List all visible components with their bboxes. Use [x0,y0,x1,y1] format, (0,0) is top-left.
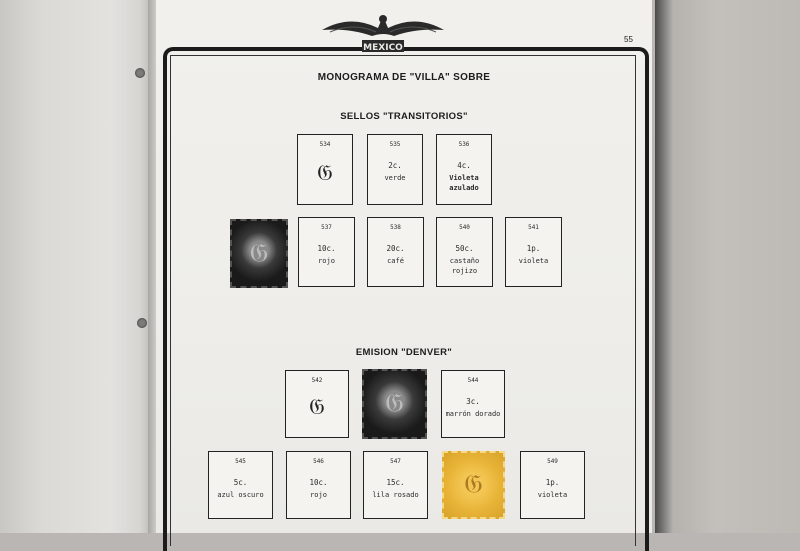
stamp-space-537 [298,217,355,287]
stamp-value: 10c. [317,244,336,253]
page-title: MONOGRAMA DE "VILLA" SOBRE [317,72,491,83]
album-page [156,0,652,533]
stamp-color: rojo [310,491,327,499]
catalog-number: 537 [321,224,332,231]
stamp-space-534 [297,134,353,205]
page-number: 55 [624,35,633,44]
left-album-page [0,0,152,533]
stamp-color: Violeta azulado [449,174,479,192]
mounted-stamp-yellow [442,451,505,519]
stamp-value: 5c. [233,478,248,487]
stamp-color: rojo [318,257,335,265]
stamp-space-535 [367,134,423,205]
section-title-transitorios: SELLOS "TRANSITORIOS" [340,111,468,122]
monogram-icon: 𝔊 [309,395,325,420]
catalog-number: 542 [311,377,323,384]
stamp-color: verde [384,174,406,182]
catalog-number: 549 [547,458,558,465]
stamp-value: 2c. [388,161,402,170]
stamp-space-544 [441,370,505,438]
stamp-color: lila rosado [372,491,419,499]
stamp-color: violeta [518,257,549,265]
stamp-color: marrón dorado [445,410,501,418]
binder-ring-top [135,68,145,78]
stamp-space-546 [286,451,351,519]
stamp-color: café [387,257,404,265]
stamp-color: azul oscuro [217,491,264,499]
monogram-icon: 𝔊 [317,161,333,186]
catalog-number: 535 [389,141,401,148]
stamp-value: 15c. [386,478,405,487]
stamp-space-536 [436,134,492,205]
catalog-number: 544 [467,377,479,384]
stamp-value: 3c. [466,397,480,406]
stamp-space-541 [505,217,562,287]
stamp-space-547 [363,451,428,519]
stamp-color: violeta [537,491,568,499]
stamp-space-542 [285,370,349,438]
stamp-space-545 [208,451,273,519]
binder-ring-bottom [137,318,147,328]
stamp-value: 50c. [455,244,474,253]
catalog-number: 547 [390,458,401,465]
catalog-number: 546 [313,458,324,465]
background-right [655,0,800,533]
stamp-monogram-icon: 𝔊 [385,388,404,419]
country-label: MEXICO [363,43,403,53]
mounted-stamp-dark [230,219,288,288]
stamp-space-540 [436,217,493,287]
catalog-number: 536 [458,141,470,148]
stamp-space-549 [520,451,585,519]
stamp-color: castaño rojizo [449,257,480,275]
stamp-value: 1p. [545,478,560,487]
catalog-number: 541 [528,224,539,231]
stamp-value: 20c. [386,244,405,253]
stamp-space-538 [367,217,424,287]
mounted-stamp-dark [362,369,427,439]
section-title-denver: EMISION "DENVER" [355,347,453,358]
catalog-number: 534 [319,141,331,148]
stamp-value: 10c. [309,478,328,487]
stamp-monogram-icon: 𝔊 [249,238,269,268]
catalog-number: 538 [390,224,401,231]
stamp-value: 4c. [457,161,471,170]
stamp-monogram-icon: 𝔊 [464,469,483,500]
stamp-value: 1p. [526,244,541,253]
eagle-emblem-icon [320,6,446,56]
catalog-number: 540 [459,224,470,231]
catalog-number: 545 [235,458,246,465]
